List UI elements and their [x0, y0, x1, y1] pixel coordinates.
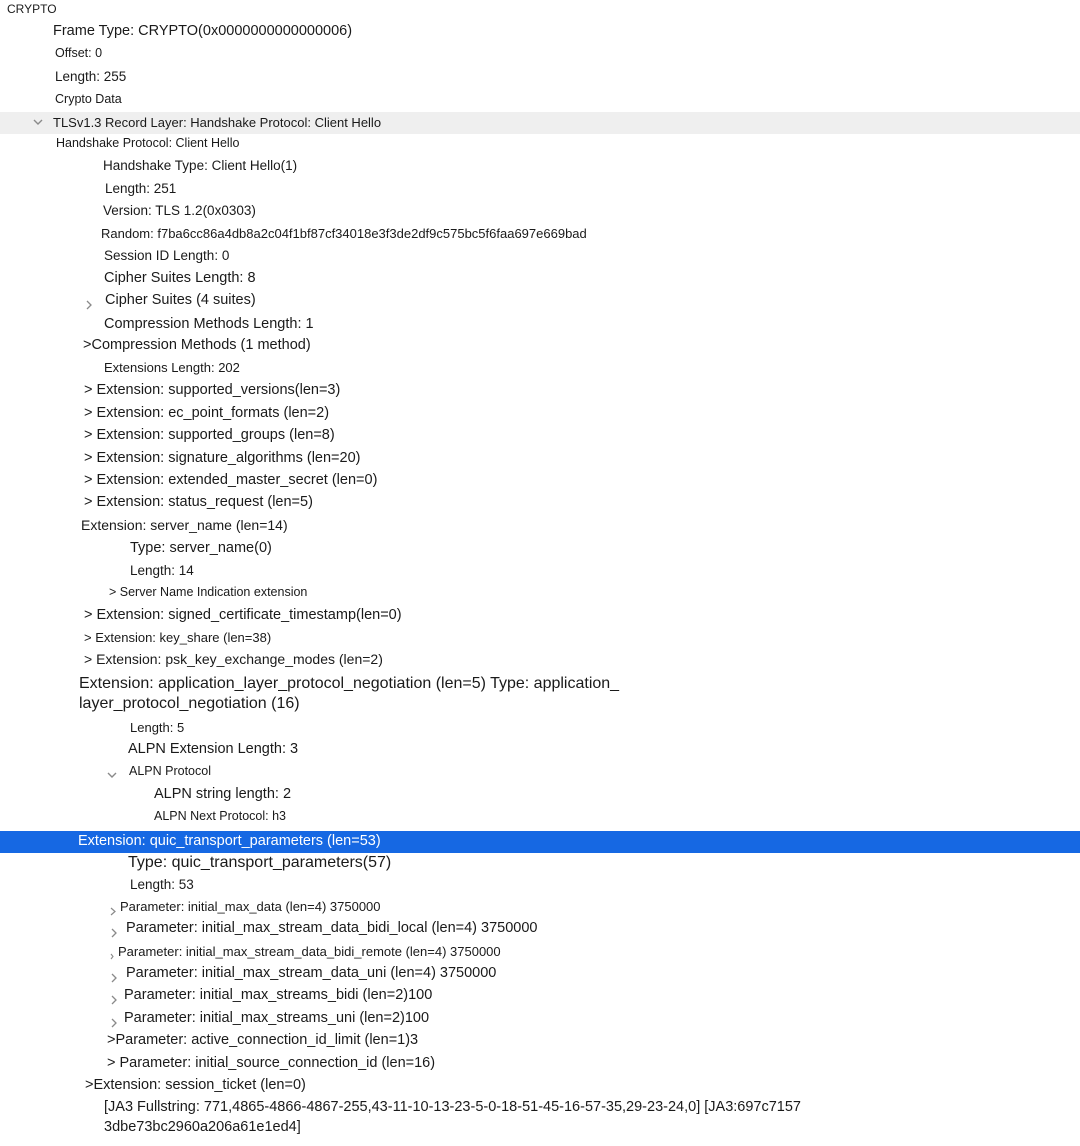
row-label: Length: 255 — [55, 69, 127, 84]
tree-row-param-streams-bidi[interactable] — [0, 987, 1080, 1007]
row-label: Length: 53 — [130, 877, 194, 892]
row-label: Parameter: initial_max_streams_bidi (len=2)100 — [124, 987, 433, 1003]
row-label: > Extension: psk_key_exchange_modes (len=2) — [84, 651, 383, 667]
tree-row-ext-server-name[interactable] — [0, 517, 1080, 537]
tree-row-ext-supported-versions[interactable] — [0, 382, 1080, 402]
row-label: ALPN Protocol — [129, 764, 211, 778]
tree-row-param-bidi-remote[interactable] — [0, 944, 1080, 962]
row-label: Parameter: initial_max_stream_data_bidi_remote (len=4) 3750000 — [118, 944, 501, 959]
row-label: Type: server_name(0) — [130, 540, 272, 556]
row-label: Parameter: initial_max_streams_uni (len=2)100 — [124, 1010, 430, 1026]
row-label: > Extension: signed_certificate_timestamp(len=0) — [84, 607, 402, 623]
tree-row-frame-type[interactable] — [0, 23, 1080, 43]
row-label: >Extension: session_ticket (len=0) — [85, 1077, 306, 1093]
tree-row-alpn-length[interactable] — [0, 720, 1080, 738]
tree-row-extensions-length[interactable] — [0, 360, 1080, 378]
row-label: ALPN string length: 2 — [154, 786, 292, 802]
tree-row-alpn-protocol[interactable] — [0, 764, 1080, 782]
tree-row-ext-quic-selected[interactable] — [0, 831, 1080, 853]
row-label: Compression Methods Length: 1 — [104, 316, 314, 332]
chevron-down-icon[interactable] — [106, 767, 118, 786]
tree-row-ext-sct[interactable] — [0, 607, 1080, 627]
tree-row-handshake-protocol[interactable] — [0, 136, 1080, 154]
row-label: Length: 5 — [130, 720, 185, 735]
row-label: Session ID Length: 0 — [104, 248, 230, 263]
row-label: > Parameter: initial_source_connection_id (len=16) — [107, 1055, 436, 1071]
tree-row-session-id-length[interactable] — [0, 248, 1080, 266]
row-label: > Extension: signature_algorithms (len=20) — [84, 450, 361, 466]
row-label: Length: 251 — [105, 181, 177, 196]
tree-row-param-active-cid[interactable] — [0, 1032, 1080, 1052]
tree-row-ext-key-share[interactable] — [0, 630, 1080, 648]
row-label: Crypto Data — [55, 92, 122, 106]
tree-row-sn-type[interactable] — [0, 540, 1080, 560]
row-label: > Extension: ec_point_formats (len=2) — [84, 405, 330, 421]
row-label: > Extension: supported_groups (len=8) — [84, 427, 335, 443]
tree-row-ext-ec-point-formats[interactable] — [0, 405, 1080, 425]
tree-row-alpn-next-protocol[interactable] — [0, 809, 1080, 827]
tree-row-ext-signature-algorithms[interactable] — [0, 450, 1080, 470]
tree-row-quic-length[interactable] — [0, 877, 1080, 895]
row-label: >Compression Methods (1 method) — [83, 337, 311, 353]
tree-row-ext-alpn[interactable] — [0, 674, 1080, 716]
row-label: > Server Name Indication extension — [109, 585, 308, 599]
tree-row-ext-session-ticket[interactable] — [0, 1077, 1080, 1097]
row-label: Offset: 0 — [55, 46, 103, 60]
row-label: Frame Type: CRYPTO(0x0000000000000006) — [53, 23, 353, 39]
tree-row-cipher-suites-length[interactable] — [0, 270, 1080, 290]
row-label: >Parameter: active_connection_id_limit (len=1)3 — [107, 1032, 419, 1048]
row-label-line-1: Extension: application_layer_protocol_negotiation (len=5) Type: application_ — [79, 675, 620, 692]
tree-row-compression-methods[interactable] — [0, 337, 1080, 357]
row-label: TLSv1.3 Record Layer: Handshake Protocol: Client Hello — [53, 115, 382, 130]
tree-row-version[interactable] — [0, 203, 1080, 221]
tree-row-offset[interactable] — [0, 46, 1080, 64]
tree-row-crypto-data[interactable] — [0, 92, 1080, 110]
row-label: Extensions Length: 202 — [104, 360, 240, 375]
tree-row-ext-supported-groups[interactable] — [0, 427, 1080, 447]
tree-row-length[interactable] — [0, 69, 1080, 87]
tree-row-random[interactable] — [0, 226, 1080, 244]
row-label: CRYPTO — [7, 2, 57, 16]
row-label: ALPN Next Protocol: h3 — [154, 809, 287, 823]
tree-row-sn-length[interactable] — [0, 563, 1080, 581]
row-label: > Extension: status_request (len=5) — [84, 494, 313, 510]
row-label: Parameter: initial_max_data (len=4) 3750000 — [120, 899, 381, 914]
row-label: > Extension: extended_master_secret (len=0) — [84, 472, 378, 488]
tree-row-param-uni[interactable] — [0, 965, 1080, 985]
tree-row-param-bidi-local[interactable] — [0, 920, 1080, 940]
chevron-down-icon[interactable] — [32, 114, 44, 133]
ja3-line-2: 3dbe73bc2960a206a61e1ed4] — [104, 1119, 301, 1135]
row-label: Handshake Type: Client Hello(1) — [103, 158, 298, 173]
row-label: Cipher Suites (4 suites) — [105, 292, 256, 308]
tree-row-quic-type[interactable] — [0, 853, 1080, 873]
tree-row-param-initial-scid[interactable] — [0, 1055, 1080, 1075]
tree-row-ext-psk[interactable] — [0, 651, 1080, 671]
row-label: Parameter: initial_max_stream_data_uni (len=4) 3750000 — [126, 965, 497, 981]
row-label: ALPN Extension Length: 3 — [128, 741, 299, 757]
tree-row-length-251[interactable] — [0, 181, 1080, 199]
tree-row-param-max-data[interactable] — [0, 899, 1080, 917]
tree-row-compression-methods-length[interactable] — [0, 316, 1080, 336]
tree-row-ja3[interactable] — [0, 1099, 1080, 1141]
row-label: Cipher Suites Length: 8 — [104, 270, 256, 286]
tree-row-param-streams-uni[interactable] — [0, 1010, 1080, 1030]
tree-row-tls-record[interactable] — [0, 112, 1080, 134]
row-label: Version: TLS 1.2(0x0303) — [103, 203, 256, 218]
ja3-line-1: [JA3 Fullstring: 771,4865-4866-4867-255,43-11-10-13-23-5-0-18-51-45-16-57-35,29-23-24,0] [JA3:697c7157 — [104, 1099, 801, 1115]
row-label: Parameter: initial_max_stream_data_bidi_local (len=4) 3750000 — [126, 920, 538, 936]
tree-row-crypto[interactable] — [0, 2, 1080, 20]
row-label-line-2: layer_protocol_negotiation (16) — [79, 695, 300, 712]
row-label: Length: 14 — [130, 563, 194, 578]
tree-row-sn-indication[interactable] — [0, 585, 1080, 603]
row-label: Random: f7ba6cc86a4db8a2c04f1bf87cf34018e3f3de2df9c575bc5f6faa697e669bad — [101, 226, 587, 241]
tree-row-cipher-suites[interactable] — [0, 292, 1080, 312]
row-label: > Extension: key_share (len=38) — [84, 630, 272, 645]
row-label: Handshake Protocol: Client Hello — [56, 136, 240, 150]
tree-row-alpn-ext-length[interactable] — [0, 741, 1080, 761]
row-label: Type: quic_transport_parameters(57) — [128, 854, 392, 871]
tree-row-alpn-string-length[interactable] — [0, 786, 1080, 806]
chevron-right-icon[interactable] — [109, 925, 119, 944]
tree-row-ext-extended-master-secret[interactable] — [0, 472, 1080, 492]
row-label: Extension: quic_transport_parameters (len=53) — [78, 833, 381, 849]
row-label: > Extension: supported_versions(len=3) — [84, 382, 341, 398]
tree-row-ext-status-request[interactable] — [0, 494, 1080, 514]
tree-row-handshake-type[interactable] — [0, 158, 1080, 176]
row-label: Extension: server_name (len=14) — [81, 517, 288, 533]
chevron-right-icon[interactable] — [109, 992, 119, 1011]
chevron-right-icon[interactable] — [84, 297, 94, 316]
